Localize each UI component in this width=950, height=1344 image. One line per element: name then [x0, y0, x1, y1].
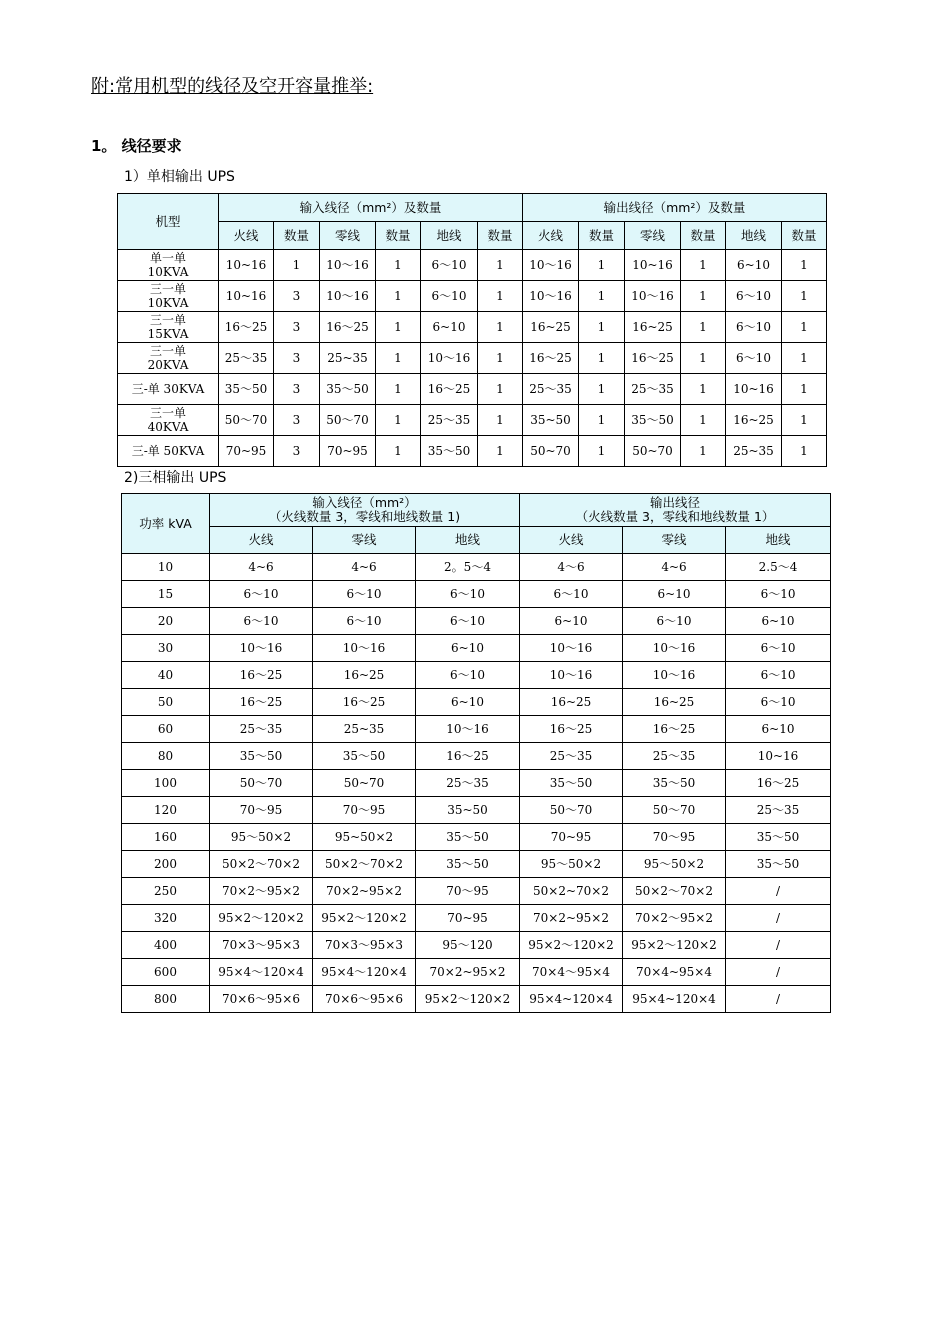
table-cell: 1: [478, 312, 523, 343]
table-cell: 1: [681, 343, 726, 374]
table-cell: 3: [274, 312, 320, 343]
power-cell: 120: [122, 797, 210, 824]
table-cell: 4~6: [210, 554, 313, 581]
table-cell: 10～16: [520, 635, 623, 662]
table-cell: 10~16: [726, 374, 782, 405]
table-row: [122, 662, 831, 689]
power-cell: 100: [122, 770, 210, 797]
power-cell: 160: [122, 824, 210, 851]
table-cell: 95～50×2: [520, 851, 623, 878]
power-cell: 60: [122, 716, 210, 743]
table-cell: 50~70: [625, 436, 681, 467]
table-cell: 3: [274, 374, 320, 405]
table-cell: 70~95: [219, 436, 274, 467]
table-cell: 35～50: [416, 824, 520, 851]
table-cell: 25～35: [416, 770, 520, 797]
table-row: [122, 554, 831, 581]
table-cell: 2。5～4: [416, 554, 520, 581]
table-cell: 16~25: [726, 405, 782, 436]
table-cell: 6~10: [416, 635, 520, 662]
table-cell: 16～25: [623, 716, 726, 743]
table-cell: 4~6: [623, 554, 726, 581]
table-cell: 50~70: [313, 770, 416, 797]
table-cell: 70×4~95×4: [623, 959, 726, 986]
table-cell: 35～50: [726, 824, 831, 851]
table-cell: 10～16: [210, 635, 313, 662]
table-cell: 6～10: [726, 635, 831, 662]
table-cell: 6～10: [726, 343, 782, 374]
table-cell: 1: [579, 250, 625, 281]
table-cell: 16~25: [520, 689, 623, 716]
table-row: [118, 343, 827, 374]
table-cell: 70×4～95×4: [520, 959, 623, 986]
table-cell: 25～35: [219, 343, 274, 374]
table-cell: 25~35: [320, 343, 376, 374]
table-cell: 95×4~120×4: [520, 986, 623, 1013]
table-cell: 1: [681, 281, 726, 312]
table-cell: 70×2～95×2: [210, 878, 313, 905]
model-cell: [118, 312, 219, 343]
table-cell: 16～25: [421, 374, 478, 405]
column-header: 数量: [274, 222, 320, 250]
single-phase-caption: 1）单相输出 UPS: [124, 169, 235, 185]
table-cell: 10~16: [726, 743, 831, 770]
table-row: [118, 250, 827, 281]
table-row: [122, 824, 831, 851]
table-row: [118, 405, 827, 436]
table-cell: 70～95: [313, 797, 416, 824]
page-title: 附:常用机型的线径及空开容量推举:: [91, 76, 374, 97]
table-cell: 35~50: [416, 797, 520, 824]
power-cell: 40: [122, 662, 210, 689]
table-cell: 95~50×2: [313, 824, 416, 851]
table-cell: 70×2~95×2: [416, 959, 520, 986]
table-cell: 95～120: [416, 932, 520, 959]
table-cell: /: [726, 959, 831, 986]
table-cell: 10～16: [623, 635, 726, 662]
table-cell: 16~25: [313, 662, 416, 689]
table-row: [122, 797, 831, 824]
table-row: [118, 374, 827, 405]
table-cell: 95×2～120×2: [416, 986, 520, 1013]
table-cell: 70～95: [623, 824, 726, 851]
table-cell: 70～95: [416, 878, 520, 905]
table-cell: 10~16: [625, 250, 681, 281]
table-row: [122, 635, 831, 662]
model-line: 三-单 50KVA: [131, 444, 205, 458]
table-cell: 1: [376, 343, 421, 374]
table-row: [118, 436, 827, 467]
table-cell: 1: [478, 281, 523, 312]
table-cell: 70×6～95×6: [210, 986, 313, 1013]
table-cell: 16～25: [625, 343, 681, 374]
column-header: 零线: [625, 222, 681, 250]
table-cell: 6~10: [623, 581, 726, 608]
column-header: 火线: [523, 222, 579, 250]
power-cell: 600: [122, 959, 210, 986]
table-cell: 6～10: [726, 281, 782, 312]
table-cell: 10~16: [219, 281, 274, 312]
table-cell: 16~25: [625, 312, 681, 343]
model-cell: [118, 405, 219, 436]
table-cell: 1: [681, 436, 726, 467]
table-row: [122, 986, 831, 1013]
column-header: 地线: [416, 527, 520, 554]
column-header: 数量: [782, 222, 827, 250]
header-output-line1: 输出线径: [650, 495, 701, 510]
column-header: 地线: [726, 222, 782, 250]
table-cell: /: [726, 878, 831, 905]
table-cell: 1: [478, 436, 523, 467]
table-cell: 95×2～120×2: [313, 905, 416, 932]
table-cell: 16～25: [523, 343, 579, 374]
table-cell: 50×2～70×2: [210, 851, 313, 878]
table-cell: 95～50×2: [210, 824, 313, 851]
table-cell: 4~6: [313, 554, 416, 581]
table-cell: 6～10: [520, 581, 623, 608]
model-cell: [118, 281, 219, 312]
table-cell: 70～95: [210, 797, 313, 824]
table-cell: 6～10: [421, 281, 478, 312]
column-header: 数量: [681, 222, 726, 250]
table-cell: 70×2~95×2: [313, 878, 416, 905]
table-cell: 16～25: [320, 312, 376, 343]
table-cell: 10～16: [421, 343, 478, 374]
table-cell: 1: [681, 312, 726, 343]
table-cell: 1: [579, 374, 625, 405]
model-line: 10KVA: [147, 265, 189, 279]
power-cell: 50: [122, 689, 210, 716]
table-cell: 25~35: [313, 716, 416, 743]
table-cell: 1: [274, 250, 320, 281]
table-cell: 50×2~70×2: [520, 878, 623, 905]
power-cell: 200: [122, 851, 210, 878]
table-row: [122, 716, 831, 743]
header-input-line1: 输入线径（mm²）: [312, 495, 417, 510]
table-cell: 1: [478, 250, 523, 281]
three-phase-table: [121, 493, 831, 1013]
table-cell: 50～70: [520, 797, 623, 824]
table-cell: 70×2~95×2: [520, 905, 623, 932]
column-header: 数量: [376, 222, 421, 250]
header-output-wire: [520, 494, 831, 527]
table-cell: 6～10: [623, 608, 726, 635]
table-cell: 1: [782, 250, 827, 281]
model-line: 20KVA: [147, 358, 189, 372]
table-cell: 70~95: [320, 436, 376, 467]
table-row: [122, 689, 831, 716]
table-cell: 35～50: [520, 770, 623, 797]
table-cell: 6～10: [210, 608, 313, 635]
table-cell: 1: [681, 250, 726, 281]
table-cell: 16～25: [210, 689, 313, 716]
model-line: 三-单 30KVA: [131, 382, 205, 396]
table-cell: 70×2～95×2: [623, 905, 726, 932]
model-line: 15KVA: [147, 327, 189, 341]
table-cell: 6~10: [520, 608, 623, 635]
table-cell: 35～50: [219, 374, 274, 405]
table-cell: 16～25: [416, 743, 520, 770]
table-cell: 1: [782, 312, 827, 343]
table-cell: 6～10: [726, 312, 782, 343]
model-cell: [118, 374, 219, 405]
table-cell: 16~25: [623, 689, 726, 716]
table-cell: 1: [376, 436, 421, 467]
table-cell: 4～6: [520, 554, 623, 581]
table-cell: 25～35: [210, 716, 313, 743]
table-cell: 1: [782, 281, 827, 312]
table-row: [122, 878, 831, 905]
table-cell: 6～10: [726, 689, 831, 716]
table-cell: 25～35: [523, 374, 579, 405]
table-cell: 1: [478, 405, 523, 436]
table-cell: 10～16: [320, 250, 376, 281]
table-cell: 1: [376, 281, 421, 312]
table-cell: 95×4～120×4: [313, 959, 416, 986]
table-cell: 6~10: [421, 312, 478, 343]
table-cell: 1: [579, 312, 625, 343]
table-cell: 2.5～4: [726, 554, 831, 581]
table-cell: 95×2～120×2: [210, 905, 313, 932]
header-model: 机型: [118, 194, 219, 250]
table-cell: 70×6～95×6: [313, 986, 416, 1013]
table-cell: 6～10: [313, 608, 416, 635]
table-row: [122, 581, 831, 608]
single-phase-table: [117, 193, 827, 467]
table-row: [122, 932, 831, 959]
table-cell: 95×2～120×2: [520, 932, 623, 959]
power-cell: 80: [122, 743, 210, 770]
table-cell: 6～10: [726, 581, 831, 608]
table-cell: 35～50: [726, 851, 831, 878]
power-cell: 30: [122, 635, 210, 662]
table-cell: 1: [579, 343, 625, 374]
model-line: 三一单: [149, 406, 186, 420]
table-cell: 6～10: [416, 608, 520, 635]
power-cell: 800: [122, 986, 210, 1013]
table-cell: 1: [681, 405, 726, 436]
table-cell: 1: [782, 374, 827, 405]
table-cell: 25～35: [520, 743, 623, 770]
model-line: 40KVA: [147, 420, 189, 434]
header-input-wire: [210, 494, 520, 527]
table-cell: 70~95: [520, 824, 623, 851]
power-cell: 20: [122, 608, 210, 635]
table-cell: 10～16: [523, 250, 579, 281]
column-header: 零线: [313, 527, 416, 554]
table-cell: 35～50: [320, 374, 376, 405]
table-cell: 35～50: [210, 743, 313, 770]
model-line: 三一单: [149, 282, 186, 296]
table-row: [122, 851, 831, 878]
table-cell: 16～25: [313, 689, 416, 716]
table-cell: 10～16: [523, 281, 579, 312]
table-cell: 3: [274, 436, 320, 467]
table-cell: 1: [376, 250, 421, 281]
column-header: 火线: [210, 527, 313, 554]
table-cell: 1: [478, 343, 523, 374]
table-cell: 16～25: [520, 716, 623, 743]
table-cell: 1: [579, 405, 625, 436]
table-cell: 1: [376, 405, 421, 436]
power-cell: 10: [122, 554, 210, 581]
model-cell: [118, 250, 219, 281]
table-cell: 95×4～120×4: [210, 959, 313, 986]
table-cell: 6～10: [421, 250, 478, 281]
table-cell: 25～35: [421, 405, 478, 436]
table-cell: 70×3～95×3: [210, 932, 313, 959]
table-cell: 95～50×2: [623, 851, 726, 878]
table-cell: 50～70: [623, 797, 726, 824]
table-cell: 1: [579, 281, 625, 312]
table-cell: 3: [274, 343, 320, 374]
header-output-wire: 输出线径（mm²）及数量: [523, 194, 827, 222]
table-cell: 10～16: [313, 635, 416, 662]
table-cell: 50～70: [219, 405, 274, 436]
table-cell: 6～10: [210, 581, 313, 608]
table-cell: 10～16: [520, 662, 623, 689]
table-row: [122, 743, 831, 770]
header-output-line2: （火线数量 3，零线和地线数量 1）: [575, 509, 775, 524]
table-cell: 1: [782, 436, 827, 467]
column-header: 地线: [726, 527, 831, 554]
table-cell: 16～25: [210, 662, 313, 689]
table-cell: 6～10: [416, 662, 520, 689]
column-header: 火线: [520, 527, 623, 554]
table-cell: 25～35: [625, 374, 681, 405]
table-cell: 95×4~120×4: [623, 986, 726, 1013]
table-cell: /: [726, 986, 831, 1013]
model-line: 单一单: [149, 251, 186, 265]
table-cell: 10～16: [625, 281, 681, 312]
table-cell: 1: [782, 343, 827, 374]
three-phase-caption: 2)三相输出 UPS: [124, 470, 227, 486]
power-cell: 400: [122, 932, 210, 959]
table-cell: 50×2～70×2: [623, 878, 726, 905]
table-cell: 6~10: [726, 716, 831, 743]
table-cell: 35～50: [313, 743, 416, 770]
model-line: 三一单: [149, 344, 186, 358]
table-cell: 25~35: [726, 436, 782, 467]
table-cell: 1: [782, 405, 827, 436]
power-cell: 320: [122, 905, 210, 932]
table-cell: 70×3～95×3: [313, 932, 416, 959]
table-cell: 3: [274, 281, 320, 312]
table-cell: 16～25: [219, 312, 274, 343]
power-cell: 250: [122, 878, 210, 905]
table-cell: 50~70: [523, 436, 579, 467]
power-cell: 15: [122, 581, 210, 608]
header-input-wire: 输入线径（mm²）及数量: [219, 194, 523, 222]
table-cell: 25～35: [623, 743, 726, 770]
table-cell: 25～35: [726, 797, 831, 824]
table-cell: 3: [274, 405, 320, 436]
table-cell: 1: [376, 312, 421, 343]
table-cell: 70~95: [416, 905, 520, 932]
model-line: 三一单: [149, 313, 186, 327]
column-header: 零线: [623, 527, 726, 554]
table-cell: 1: [478, 374, 523, 405]
table-row: [122, 770, 831, 797]
table-row: [118, 312, 827, 343]
table-cell: 6~10: [726, 250, 782, 281]
column-header: 地线: [421, 222, 478, 250]
table-cell: 6～10: [416, 581, 520, 608]
table-cell: 1: [681, 374, 726, 405]
table-cell: 35~50: [523, 405, 579, 436]
table-row: [122, 608, 831, 635]
column-header: 零线: [320, 222, 376, 250]
table-cell: 6～10: [313, 581, 416, 608]
table-cell: 50～70: [320, 405, 376, 436]
section-heading: 1。 线径要求: [91, 137, 182, 155]
model-cell: [118, 436, 219, 467]
table-cell: 95×2～120×2: [623, 932, 726, 959]
table-cell: 16~25: [523, 312, 579, 343]
table-cell: 10～16: [416, 716, 520, 743]
table-cell: 1: [579, 436, 625, 467]
table-row: [122, 905, 831, 932]
table-cell: 10～16: [623, 662, 726, 689]
table-cell: 35～50: [623, 770, 726, 797]
table-cell: /: [726, 932, 831, 959]
table-cell: 10～16: [320, 281, 376, 312]
table-cell: 10~16: [219, 250, 274, 281]
table-row: [122, 959, 831, 986]
table-cell: 16～25: [726, 770, 831, 797]
table-cell: 50～70: [210, 770, 313, 797]
table-cell: /: [726, 905, 831, 932]
column-header: 火线: [219, 222, 274, 250]
table-cell: 35～50: [625, 405, 681, 436]
table-cell: 1: [376, 374, 421, 405]
column-header: 数量: [478, 222, 523, 250]
column-header: 数量: [579, 222, 625, 250]
header-power: 功率 kVA: [122, 494, 210, 554]
model-cell: [118, 343, 219, 374]
table-cell: 6～10: [726, 662, 831, 689]
table-row: [118, 281, 827, 312]
table-cell: 35～50: [416, 851, 520, 878]
table-cell: 6~10: [726, 608, 831, 635]
header-input-line2: （火线数量 3，零线和地线数量 1): [268, 509, 461, 524]
model-line: 10KVA: [147, 296, 189, 310]
table-cell: 35～50: [421, 436, 478, 467]
table-cell: 6~10: [416, 689, 520, 716]
table-cell: 50×2～70×2: [313, 851, 416, 878]
